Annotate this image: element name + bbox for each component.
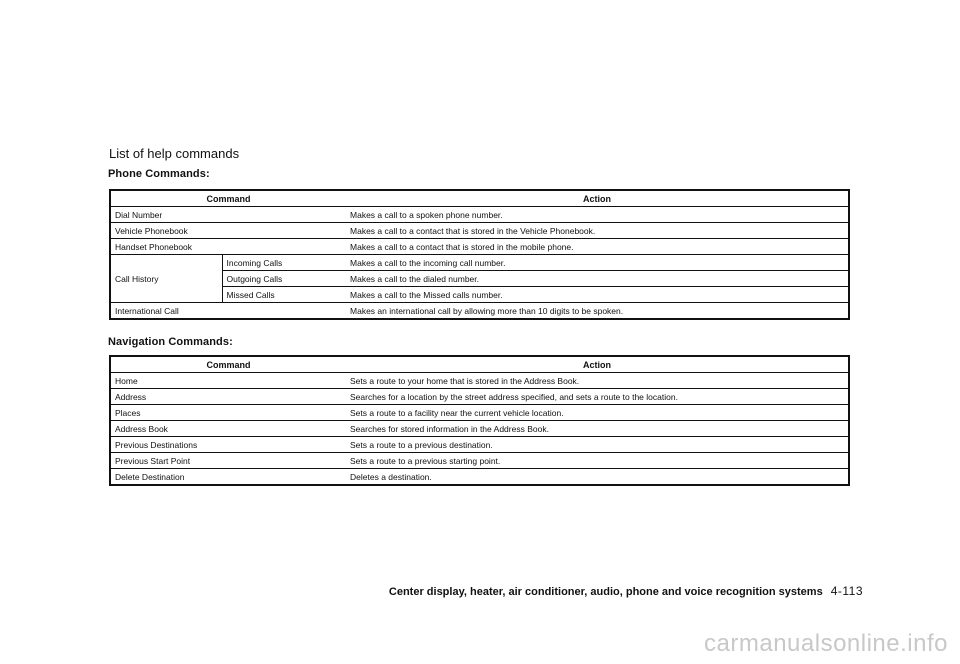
- watermark: carmanualsonline.info: [704, 630, 948, 657]
- action-cell: Sets a route to your home that is stored in the Address Book.: [346, 373, 849, 389]
- action-cell: Makes a call to the incoming call number.: [346, 255, 849, 271]
- action-cell: Sets a route to a previous destination.: [346, 437, 849, 453]
- action-cell: Makes a call to the Missed calls number.: [346, 287, 849, 303]
- table-row: [110, 405, 849, 421]
- phone-commands-table: [109, 189, 850, 320]
- action-cell: Searches for a location by the street address specified, and sets a route to the location.: [346, 389, 849, 405]
- action-cell: Makes a call to a contact that is stored in the mobile phone.: [346, 239, 849, 255]
- command-column-header: Command: [110, 356, 346, 373]
- table-row: [110, 239, 849, 255]
- action-cell: Makes a call to a contact that is stored in the Vehicle Phonebook.: [346, 223, 849, 239]
- action-cell: Deletes a destination.: [346, 469, 849, 486]
- page-number: 4-113: [830, 584, 863, 598]
- table-row: [110, 437, 849, 453]
- command-cell: Delete Destination: [110, 469, 346, 486]
- table-row: [110, 421, 849, 437]
- command-cell: Address Book: [110, 421, 346, 437]
- table-row: [110, 303, 849, 320]
- command-cell: Call History: [110, 255, 222, 303]
- command-cell: Address: [110, 389, 346, 405]
- table-row: [110, 255, 849, 271]
- action-cell: Sets a route to a previous starting point.: [346, 453, 849, 469]
- command-cell: Previous Destinations: [110, 437, 346, 453]
- navigation-commands-table: [109, 355, 850, 486]
- command-cell: International Call: [110, 303, 346, 320]
- table-row: [110, 389, 849, 405]
- page-footer: [389, 584, 863, 598]
- table-header-row: [110, 190, 849, 207]
- action-cell: Makes a call to the dialed number.: [346, 271, 849, 287]
- action-cell: Makes an international call by allowing more than 10 digits to be spoken.: [346, 303, 849, 320]
- table-row: [110, 207, 849, 223]
- action-cell: Sets a route to a facility near the current vehicle location.: [346, 405, 849, 421]
- command-cell: Dial Number: [110, 207, 346, 223]
- table-row: [110, 223, 849, 239]
- navigation-commands-heading: Navigation Commands:: [108, 336, 233, 348]
- table-row: [110, 469, 849, 486]
- table-row: [110, 453, 849, 469]
- sub-command-cell: Incoming Calls: [222, 255, 346, 271]
- sub-command-cell: Outgoing Calls: [222, 271, 346, 287]
- command-cell: Handset Phonebook: [110, 239, 346, 255]
- command-cell: Previous Start Point: [110, 453, 346, 469]
- phone-commands-heading: Phone Commands:: [108, 168, 210, 180]
- command-cell: Places: [110, 405, 346, 421]
- sub-command-cell: Missed Calls: [222, 287, 346, 303]
- table-row: [110, 373, 849, 389]
- command-column-header: Command: [110, 190, 346, 207]
- section-title: List of help commands: [109, 146, 240, 161]
- command-cell: Vehicle Phonebook: [110, 223, 346, 239]
- command-cell: Home: [110, 373, 346, 389]
- action-column-header: Action: [346, 356, 849, 373]
- action-cell: Searches for stored information in the Address Book.: [346, 421, 849, 437]
- chapter-title: Center display, heater, air conditioner, audio, phone and voice recognition systems: [388, 586, 823, 598]
- action-column-header: Action: [346, 190, 849, 207]
- table-header-row: [110, 356, 849, 373]
- action-cell: Makes a call to a spoken phone number.: [346, 207, 849, 223]
